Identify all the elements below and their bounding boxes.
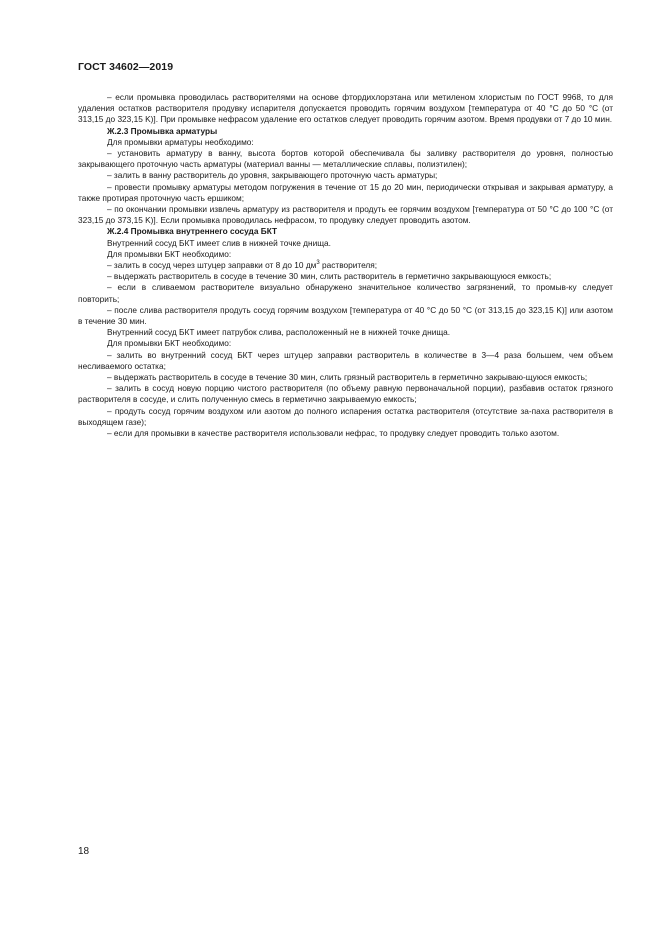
paragraph-text: – залить в сосуд через штуцер заправки от 8 до 10 дм bbox=[107, 260, 317, 271]
paragraph: – провести промывку арматуры методом погружения в течение от 15 до 20 мин, периодически открывая и закрывая арматуру, а также протирая проточную часть ершиком; bbox=[78, 181, 613, 203]
paragraph: – залить в сосуд новую порцию чистого растворителя (по объему равную первоначальной порции), разбавив остаток грязного растворителя в сосуде, и слить полученную смесь в герметично закрываемую емкость; bbox=[78, 383, 613, 405]
paragraph: – залить в ванну растворитель до уровня, закрывающего проточную часть арматуры; bbox=[107, 170, 438, 181]
paragraph: Для промывки БКТ необходимо: bbox=[107, 248, 232, 259]
section-heading: Ж.2.3 Промывка арматуры bbox=[107, 125, 218, 136]
superscript: 3 bbox=[316, 260, 320, 267]
paragraph-text: растворителя; bbox=[319, 260, 378, 271]
paragraph: Внутренний сосуд БКТ имеет патрубок слива, расположенный не в нижней точке днища. bbox=[107, 327, 451, 338]
paragraph bbox=[78, 260, 613, 271]
paragraph: – продуть сосуд горячим воздухом или азотом до полного испарения остатка растворителя (отсутствие за-паха растворителя в выходящем газе); bbox=[78, 405, 613, 427]
document-header: ГОСТ 34602—2019 bbox=[78, 61, 174, 73]
paragraph: – после слива растворителя продуть сосуд горячим воздухом [температура от 40 °С до 50 °С (от 313,15 до 323,15 K)] или азотом в течение 30 мин. bbox=[78, 304, 613, 327]
paragraph: – залить во внутренний сосуд БКТ через штуцер заправки растворитель в количестве в 3—4 раза большем, чем объем несливаемого остатка; bbox=[78, 349, 613, 371]
paragraph: Внутренний сосуд БКТ имеет слив в нижней точке днища. bbox=[107, 237, 331, 248]
paragraph: – выдержать растворитель в сосуде в течение 30 мин, слить растворитель в герметично закрывающуюся емкость; bbox=[107, 271, 552, 282]
paragraph: – если для промывки в качестве растворителя использовали нефрас, то продувку следует проводить только азотом. bbox=[107, 428, 560, 439]
document-body bbox=[78, 92, 613, 439]
paragraph: Для промывки арматуры необходимо: bbox=[107, 136, 254, 147]
page-number: 18 bbox=[78, 846, 90, 857]
paragraph: – по окончании промывки извлечь арматуру из растворителя и продуть ее горячим воздухом [температура от 50 °С до 100 °С (от 323,15 до 373,15 K)]. Если промывка проводилась нефрасом, то продувку следует проводить азотом. bbox=[78, 204, 613, 226]
paragraph: – если в сливаемом растворителе визуально обнаружено значительное количество загрязнений, то промыв-ку следует повторить; bbox=[78, 282, 613, 304]
paragraph: – установить арматуру в ванну, высота бортов которой обеспечивала бы заливку растворителя до уровня, полностью закрывающего проточную часть арматуры (материал ванны — металлические сплавы, полиэтилен); bbox=[78, 148, 613, 170]
paragraph: – выдержать растворитель в сосуде в течение 30 мин, слить грязный растворитель в герметично закрываю-щуюся емкость; bbox=[107, 372, 588, 383]
section-heading: Ж.2.4 Промывка внутреннего сосуда БКТ bbox=[107, 226, 278, 237]
paragraph: Для промывки БКТ необходимо: bbox=[107, 338, 232, 349]
paragraph: – если промывка проводилась растворителями на основе фтордихлорэтана или метиленом хлористым по ГОСТ 9968, то для удаления остатков растворителя продувку испарителя допускается проводить горячим воздухом [температура от 40 °С до 50 °С (от 313,15 до 323,15 K)]. При промывке нефрасом удаление его остатков следует проводить горячим азотом. Время продувки от 7 до 10 мин. bbox=[78, 92, 613, 125]
